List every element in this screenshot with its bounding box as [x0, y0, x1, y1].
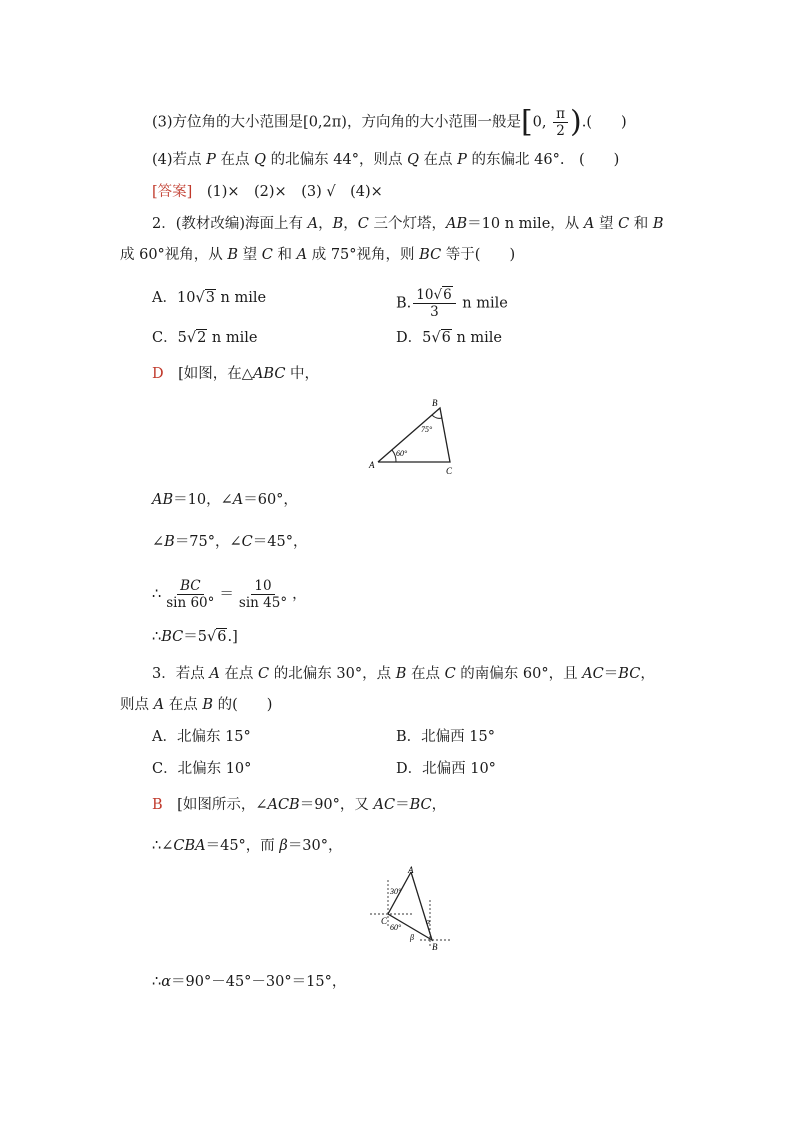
- sol2-line3: ∴ $\frac{BC}{\sin 60^\circ}$ ＝ $\frac{10}{\sin 45^\circ}$ ，: [152, 578, 307, 611]
- q3-option-c: C．北偏东 10°: [152, 761, 252, 777]
- q3-line1: 3．若点 A 在点 C 的北偏东 30°，点 B 在点 C 的南偏东 60°，且 AC＝BC，: [152, 666, 655, 682]
- direction-figure: [366, 866, 456, 954]
- label-c: C: [446, 466, 453, 476]
- sol2-line2: ∠B＝75°，∠C＝45°，: [152, 534, 308, 550]
- q2-option-a: A．10√3 n mile: [152, 290, 267, 306]
- item-4: (4)若点 P 在点 Q 的北偏东 44°，则点 Q 在点 P 的东偏北 46°. ( ): [152, 152, 620, 168]
- fig3-label-c: C: [381, 916, 388, 926]
- answer-label: [答案]: [152, 184, 193, 200]
- label-angle-b: 75°: [421, 425, 433, 434]
- q3-option-d: D．北偏西 10°: [396, 761, 496, 777]
- fig3-label-alpha: α: [426, 917, 431, 926]
- q2-option-b: B. $\frac{10√6}{3}$ n mile: [396, 287, 508, 320]
- triangle-figure: [366, 396, 476, 478]
- q3-line2: 则点 A 在点 B 的( ): [120, 697, 273, 713]
- fig3-label-30: 30°: [390, 887, 402, 896]
- fig3-label-60: 60°: [390, 923, 402, 932]
- label-b: B: [432, 398, 438, 408]
- left-bracket: [: [520, 104, 533, 140]
- q2-line2: 成 60°视角，从 B 望 C 和 A 成 75°视角，则 BC 等于( ): [120, 247, 516, 263]
- triangle-outline: [378, 408, 450, 462]
- sol2-intro: D [如图，在△ABC 中，: [152, 366, 320, 382]
- q3-option-b: B．北偏西 15°: [396, 729, 495, 745]
- item-3: (3)方位角的大小范围是[0,2π)，方向角的大小范围一般是[0, $\frac{\pi}{2}$ ).( ): [152, 104, 627, 140]
- q2-line1: 2．(教材改编)海面上有 A，B，C 三个灯塔，AB＝10 n mile，从 A 望 C 和 B: [152, 216, 664, 232]
- sol3-intro: B [如图所示，∠ACB＝90°，又 AC＝BC，: [152, 797, 447, 813]
- q3-option-a: A．北偏东 15°: [152, 729, 251, 745]
- sol3-line2: ∴α＝90°－45°－30°＝15°，: [152, 974, 347, 990]
- sol3-line1: ∴∠CBA＝45°，而 β＝30°，: [152, 838, 343, 854]
- sol2-answer-letter: D: [152, 366, 164, 382]
- answer-line: [答案] (1)× (2)× (3) √ (4)×: [152, 184, 383, 200]
- label-a: A: [369, 460, 375, 470]
- label-angle-a: 60°: [396, 449, 408, 458]
- q2-option-d: D．5√6 n mile: [396, 330, 503, 346]
- fig3-label-b: B: [432, 942, 438, 952]
- q2-option-c: C．5√2 n mile: [152, 330, 258, 346]
- pi-over-2: $\frac{\pi}{2}$: [553, 106, 568, 139]
- sol3-answer-letter: B: [152, 797, 163, 813]
- sol2-line4: ∴BC＝5√6.]: [152, 629, 238, 645]
- fig3-label-beta: β: [410, 933, 414, 942]
- sol2-line1: AB＝10，∠A＝60°，: [152, 492, 298, 508]
- fig3-label-a: A: [408, 866, 414, 875]
- angle-b-arc: [432, 415, 442, 418]
